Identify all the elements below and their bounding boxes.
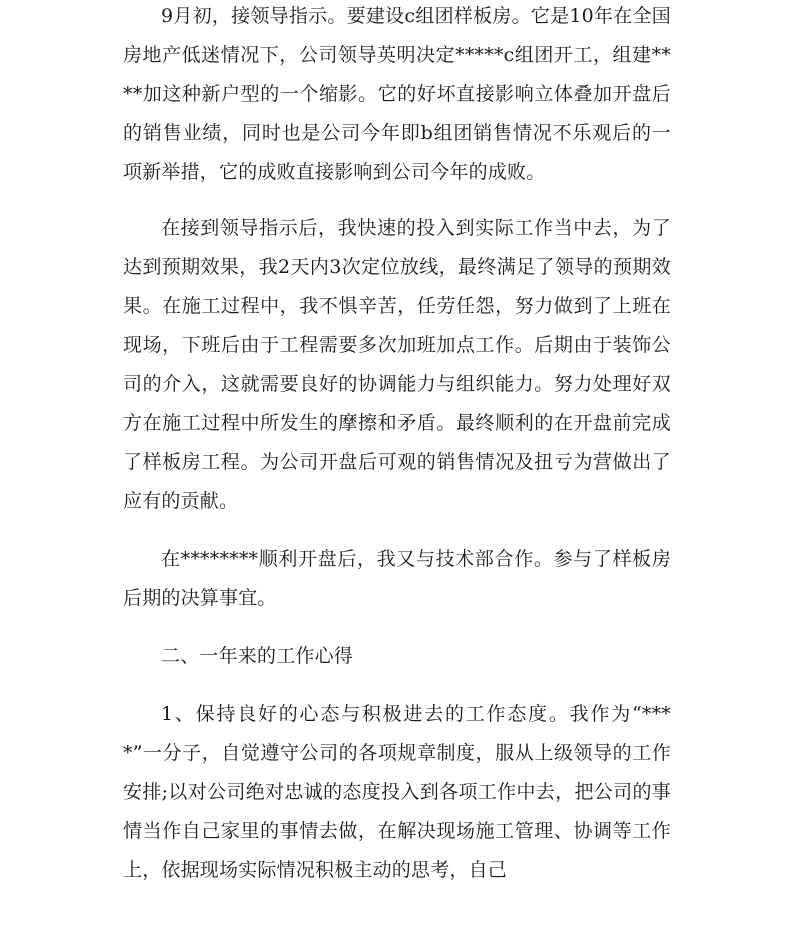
paragraph-settlement: 在********顺利开盘后，我又与技术部合作。参与了样板房后期的决算事宜。 xyxy=(123,548,671,609)
paragraph-construction-process: 在接到领导指示后，我快速的投入到实际工作当中去，为了达到预期效果，我2天内3次定位放线，最终满足了领导的预期效果。在施工过程中，我不惧辛苦，任劳任怨，努力做到了上班在现场，下班后由于工程需要多次加班加点工作。后期由于装饰公司的介入，这就需要良好的协调能力与组织能力。努力处理好双方在施工过程中所发生的摩擦和矛盾。最终顺利的在开盘前完成了样板房工程。为公司开盘后可观的销售情况及扭亏为营做出了应有的贡献。 xyxy=(123,217,671,512)
section-heading-work-experience: 二、一年来的工作心得 xyxy=(161,645,354,667)
paragraph-c-group-sample-house: 9月初，接领导指示。要建设c组团样板房。它是10年在全国房地产低迷情况下，公司领导英明决定*****c组团开工，组建****加这种新户型的一个缩影。它的好坏直接影响立体叠加开盘后的销售业绩，同时也是公司今年即b组团销售情况不乐观后的一项新举措，它的成败直接影响到公司今年的成败。 xyxy=(123,5,671,183)
paragraph-work-attitude: 1、保持良好的心态与积极进去的工作态度。我作为“****”一分子，自觉遵守公司的各项规章制度，服从上级领导的工作安排;以对公司绝对忠诚的态度投入到各项工作中去，把公司的事情当作自己家里的事情去做，在解决现场施工管理、协调等工作上，依据现场实际情况积极主动的思考，自己 xyxy=(123,703,671,881)
